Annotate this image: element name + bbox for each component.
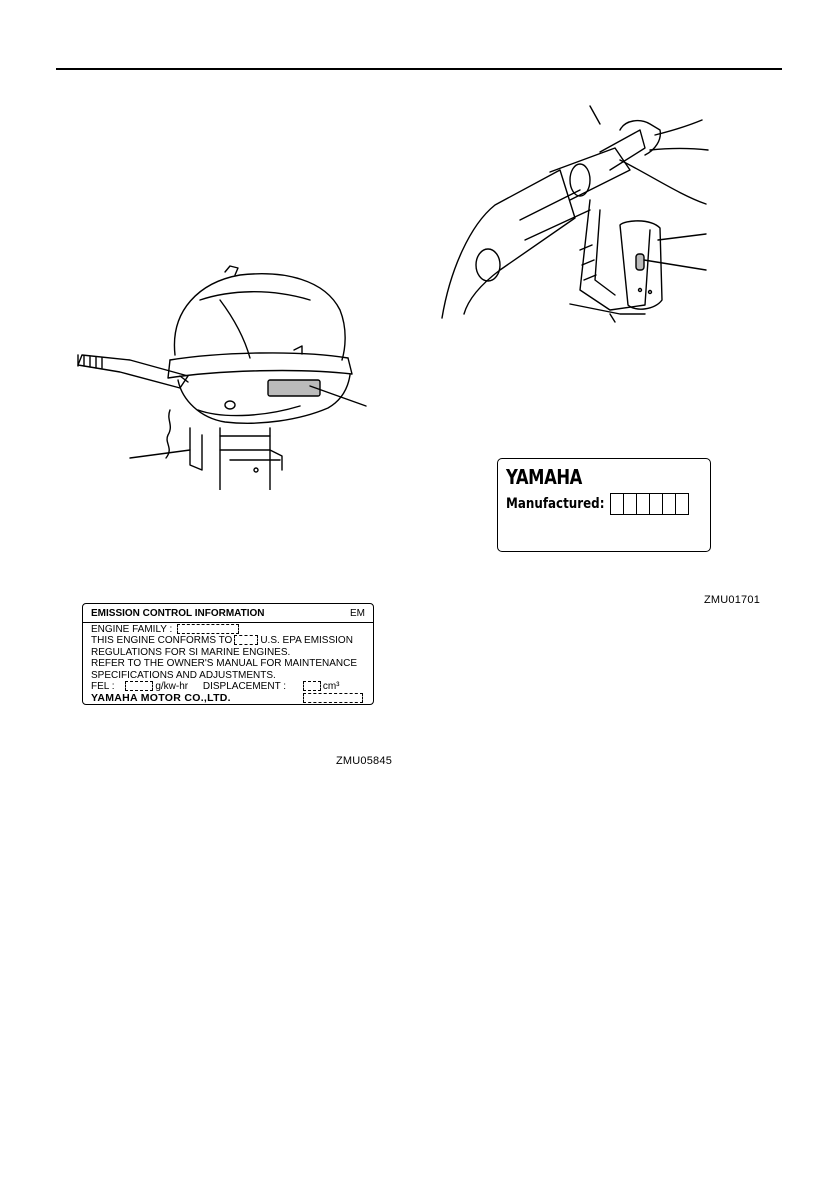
header-rule (56, 68, 782, 70)
emission-label-title: EMISSION CONTROL INFORMATION (91, 608, 265, 619)
fel-unit: g/kw-hr (155, 681, 189, 692)
manufactured-label (497, 458, 711, 552)
maintenance-line: REFER TO THE OWNER'S MANUAL FOR MAINTENANCE (91, 658, 358, 669)
conforms-text: THIS ENGINE CONFORMS TO (91, 635, 233, 646)
engine-family-line (91, 624, 365, 636)
emission-label-divider (83, 622, 373, 623)
fel-line (91, 681, 365, 693)
figure-code-right: ZMU01701 (704, 594, 761, 606)
emission-label-code: EM (350, 608, 365, 619)
tiller-closeup-illustration (440, 100, 712, 330)
conforms-line (91, 635, 365, 647)
engine-family-box (177, 624, 239, 634)
manufactured-date-boxes (610, 493, 689, 515)
epa-text: U.S. EPA EMISSION (260, 635, 353, 646)
brand-box (303, 693, 363, 703)
outboard-motor-illustration (70, 260, 380, 490)
fel-label: FEL : (91, 681, 115, 692)
conforms-box (234, 635, 258, 645)
figure-code-left: ZMU05845 (336, 755, 393, 767)
emission-label-brand: YAMAHA MOTOR CO.,LTD. (91, 691, 231, 704)
displacement-box (303, 681, 321, 691)
displacement-label: DISPLACEMENT : (202, 681, 287, 692)
displacement-unit: cm³ (322, 681, 340, 692)
regulations-line: REGULATIONS FOR SI MARINE ENGINES. (91, 646, 291, 658)
emission-control-label (82, 603, 374, 705)
manufactured-brand: YAMAHA (506, 465, 582, 489)
engine-family-label: ENGINE FAMILY : (91, 623, 173, 635)
fel-box (125, 681, 153, 691)
adjustments-line: SPECIFICATIONS AND ADJUSTMENTS. (91, 669, 276, 681)
manufactured-text: Manufactured: (506, 496, 605, 512)
